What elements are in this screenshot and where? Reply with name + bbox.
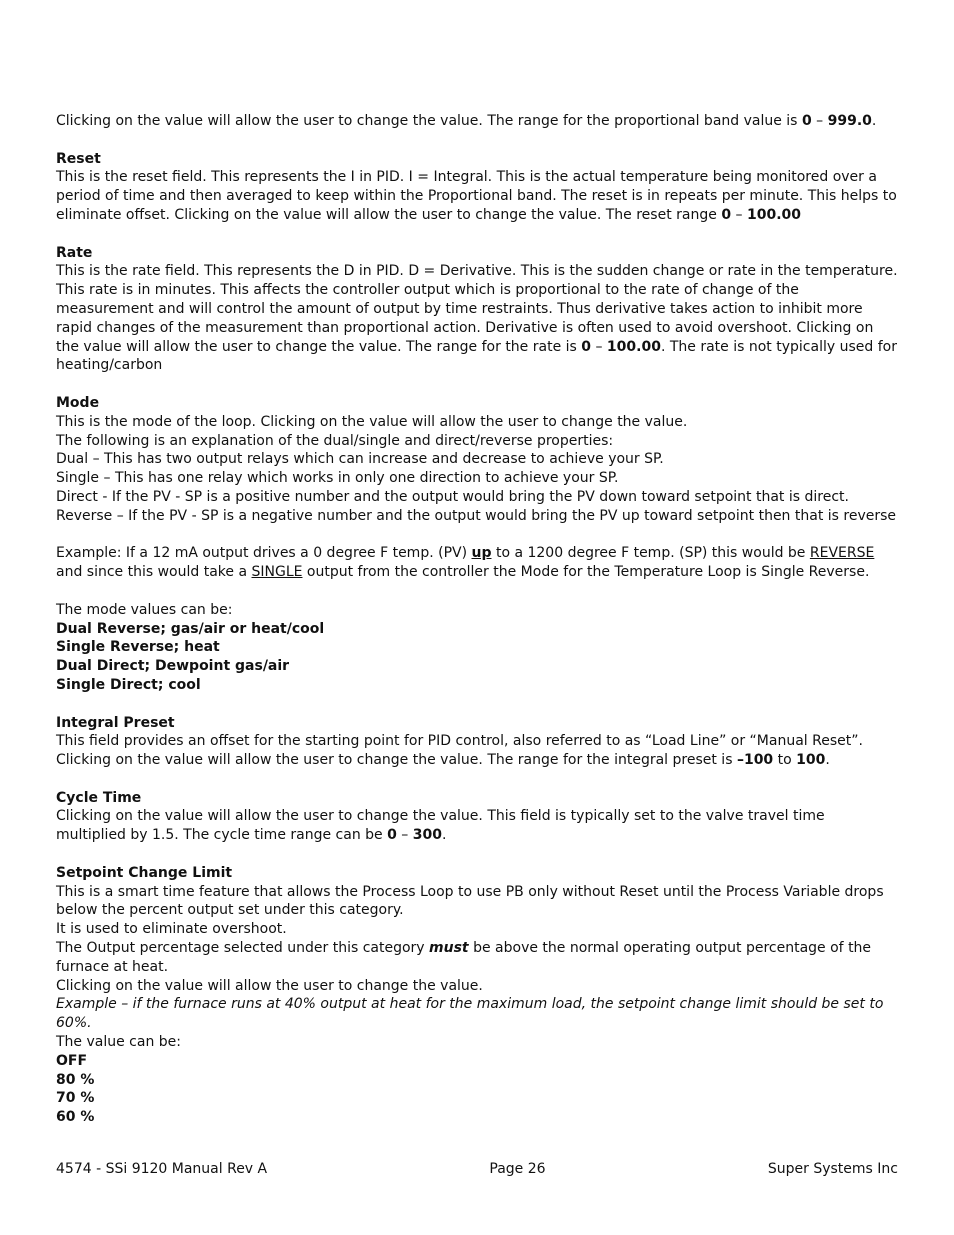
rate-description: This is the rate field. This represents the D in PID. D = Derivative. This is the sudden change or rate in the temperature. This rate is in minutes. This affects the controller output which is proportional to the rate of change of the measurement and will control the amount of output by time restraints. Thus derivative takes action to inhibit more rapid changes of the measurement than proportional action. Derivative is often used to avoid overshoot. Clicking on the value will allow the user to change the value. The range for the rate is 0 – 100.00. The rate is not typically used for heating/carbon	[56, 263, 898, 374]
setpoint-value-item: 80 %	[56, 1071, 95, 1088]
mode-value-item: Dual Reverse; gas/air or heat/cool	[56, 620, 325, 637]
cycle-time-description: Clicking on the value will allow the user to change the value. This field is typically set to the valve travel time multiplied by 1.5. The cycle time range can be 0 – 300.	[56, 808, 825, 844]
mode-line: Reverse – If the PV - SP is a negative number and the output would bring the PV up toward setpoint then that is reverse	[56, 507, 897, 524]
mode-line: The following is an explanation of the dual/single and direct/reverse properties:	[56, 432, 614, 449]
page-footer	[56, 1160, 898, 1179]
setpoint-description: The Output percentage selected under this category must be above the normal operating output percentage of the furnace at heat.	[56, 940, 872, 975]
mode-value-item: Single Direct; cool	[56, 676, 201, 693]
setpoint-description: Clicking on the value will allow the user to change the value.	[56, 977, 483, 994]
setpoint-value-item: 70 %	[56, 1090, 95, 1107]
mode-line: Single – This has one relay which works in only one direction to achieve your SP.	[56, 470, 619, 487]
footer-document-title: 4574 - SSi 9120 Manual Rev A	[56, 1161, 268, 1177]
integral-preset-heading: Integral Preset	[56, 714, 175, 731]
setpoint-values-intro: The value can be:	[56, 1034, 181, 1051]
reset-description: This is the reset field. This represents the I in PID. I = Integral. This is the actual temperature being monitored over a period of time and then averaged to keep within the Proportional band. The reset is in repeats per minute. This helps to eliminate offset. Clicking on the value will allow the user to change the value. The reset range 0 – 100.00	[56, 169, 897, 223]
cycle-time-heading: Cycle Time	[56, 789, 142, 806]
setpoint-description: This is a smart time feature that allows the Process Loop to use PB only without Reset until the Process Variable drops below the percent output set under this category.	[56, 883, 884, 919]
footer-page-number: Page 26	[489, 1161, 546, 1177]
rate-heading: Rate	[56, 244, 93, 261]
footer-company-name: Super Systems Inc	[767, 1161, 898, 1177]
mode-heading: Mode	[56, 394, 100, 411]
mode-line: Dual – This has two output relays which can increase and decrease to achieve your SP.	[56, 451, 664, 468]
setpoint-value-item: 60 %	[56, 1109, 95, 1126]
setpoint-description: It is used to eliminate overshoot.	[56, 921, 287, 938]
mode-values-intro: The mode values can be:	[56, 601, 233, 618]
mode-value-item: Dual Direct; Dewpoint gas/air	[56, 658, 290, 675]
manual-page-content	[56, 112, 898, 1127]
setpoint-value-item: OFF	[56, 1052, 88, 1069]
mode-line: Direct - If the PV - SP is a positive number and the output would bring the PV down toward setpoint that is direct.	[56, 488, 849, 505]
mode-line: This is the mode of the loop. Clicking on the value will allow the user to change the value.	[56, 413, 688, 430]
mode-example: Example: If a 12 mA output drives a 0 degree F temp. (PV) up to a 1200 degree F temp. (SP) this would be REVERSE and since this would take a SINGLE output from the controller the Mode for the Temperature Loop is Single Reverse.	[56, 545, 875, 581]
proportional-band-range-text: Clicking on the value will allow the user to change the value. The range for the proportional band value is 0 – 999.0.	[56, 113, 877, 129]
mode-value-item: Single Reverse; heat	[56, 639, 220, 656]
setpoint-example: Example – if the furnace runs at 40% output at heat for the maximum load, the setpoint change limit should be set to 60%.	[56, 996, 884, 1032]
integral-preset-description: This field provides an offset for the starting point for PID control, also referred to as “Load Line” or “Manual Reset”. Clicking on the value will allow the user to change the value. The range for the integral preset is –100 to 100.	[56, 733, 863, 769]
setpoint-change-limit-heading: Setpoint Change Limit	[56, 864, 233, 881]
reset-heading: Reset	[56, 150, 101, 167]
